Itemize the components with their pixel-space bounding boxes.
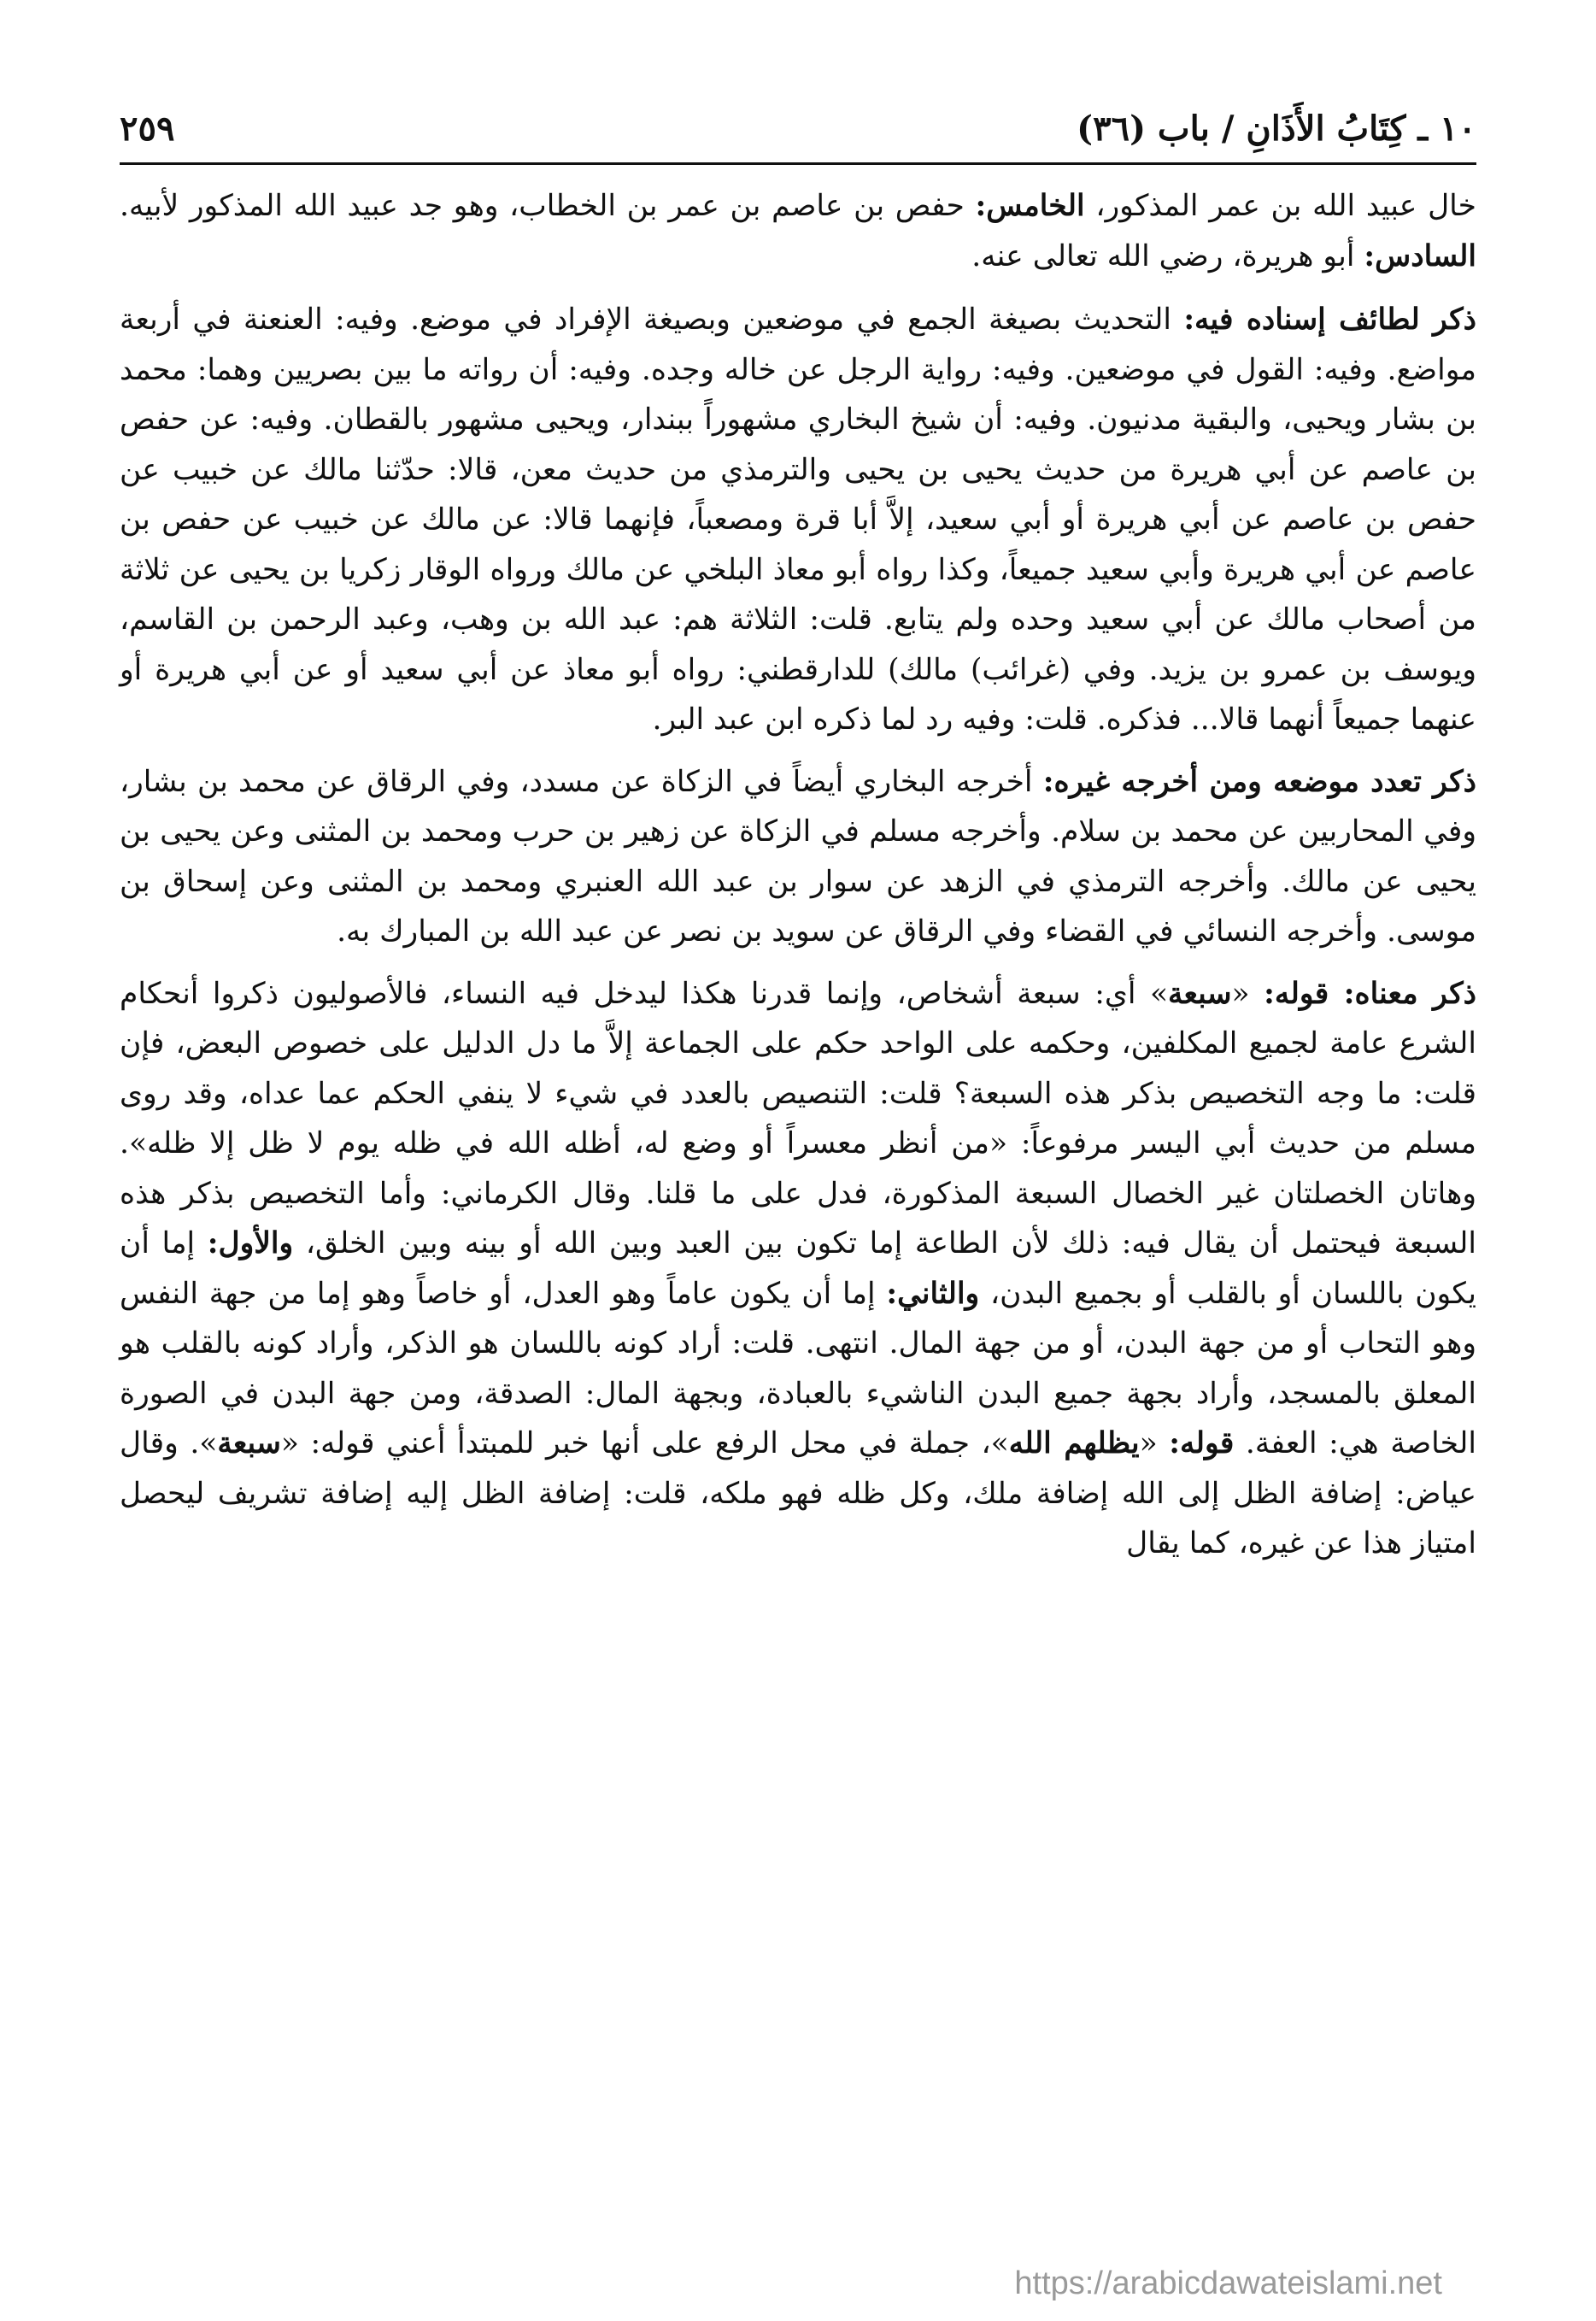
bold-run: ذكر معناه: قوله: [1264,976,1476,1011]
bold-run: سبعة [217,1426,281,1460]
text-run: أخرجه البخاري أيضاً في الزكاة عن مسدد، وفي الرقاق عن محمد بن بشار، وفي المحاربين عن محمد بن سلام. وأخرجه مسلم في الزكاة عن زهير بن حرب ومحمد بن المثنى وعن يحيى بن يحيى عن مالك. وأخرجه الترمذي في الزهد عن سوار بن عبد الله العنبري ومحمد بن المثنى وعن إسحاق بن موسى. وأخرجه النسائي في القضاء وفي الرقاق عن سويد بن نصر عن عبد الله بن المبارك به. [120,764,1476,949]
header-divider [120,162,1476,165]
page-number: ٢٥٩ [120,108,175,149]
bold-run: والثاني: [886,1276,980,1311]
bold-run: ذكر تعدد موضعه ومن أخرجه غيره: [1042,764,1476,799]
text-run: أبو هريرة، رضي الله تعالى عنه. [971,238,1364,273]
bold-run: والأول: [207,1226,294,1260]
text-run: التحديث بصيغة الجمع في موضعين وبصيغة الإفراد في موضع. وفيه: العنعنة في أربعة مواضع. وفيه: القول في موضعين. وفيه: رواية الرجل عن خاله وجده. وفيه: أن رواته ما بين بصريين وهما: محمد بن بشار ويحيى، والبقية مدنيون. وفيه: أن شيخ البخاري مشهوراً ببندار، ويحيى مشهور بالقطان. وفيه: عن حفص بن عاصم عن أبي هريرة من حديث يحيى بن يحيى والترمذي من حديث معن، قالا: حدّثنا مالك عن خبيب عن حفص بن عاصم عن أبي هريرة أو أبي سعيد، إلاَّ أبا قرة ومصعباً، فإنهما قالا: عن مالك عن خبيب عن حفص بن عاصم عن أبي هريرة وأبي سعيد جميعاً، وكذا رواه أبو معاذ البلخي عن مالك ورواه الوقار زكريا بن يحيى عن ثلاثة من أصحاب مالك عن أبي سعيد وحده ولم يتابع. قلت: الثلاثة هم: عبد الله بن وهب، وعبد الرحمن بن القاسم، ويوسف بن عمرو بن يزيد. وفي (غرائب) مالك) للدارقطني: رواه أبو معاذ عن أبي سعيد أو عن أبي هريرة أو عنهما جميعاً أنهما قالا... فذكره. قلت: وفيه رد لما ذكره ابن عبد البر. [120,303,1476,737]
text-run: « [1231,976,1264,1011]
bold-run: يظلهم الله [1008,1426,1140,1460]
text-run: إما أن يكون عاماً وهو العدل، أو خاصاً وهو إما من جهة النفس وهو التحاب أو من جهة البدن، أو من جهة المال. انتهى. قلت: أراد كونه باللسان هو الذكر، وأراد كونه بالقلب هو المعلق بالمسجد، وأراد بجهة جميع البدن الناشيء بالعبادة، وبجهة المال: الصدقة، ومن جهة البدن في الصورة الخاصة هي: العفة. [120,1276,1476,1460]
watermark: https://arabicdawateislami.net [1014,2265,1442,2301]
body-text [120,181,1476,1581]
paragraph [120,757,1476,957]
text-run: »، جملة في محل الرفع على أنها خبر للمبتدأ أعني قوله: « [280,1426,1009,1460]
paragraph [120,969,1476,1569]
bold-run: سبعة [1168,976,1232,1011]
text-run: خال عبيد الله بن عمر المذكور، [1084,189,1476,223]
bold-run: ذكر لطائف إسناده فيه: [1183,303,1476,337]
bold-run: قوله: [1169,1426,1235,1460]
text-run: ». وقال عياض: إضافة الظل إلى الله إضافة ملك، وكل ظله فهو ملكه، قلت: إضافة الظل إليه إضافة تشريف ليحصل امتياز هذا عن غيره، كما يقال [120,1426,1476,1560]
paragraph [120,181,1476,281]
text-run: إما أن يكون باللسان أو بالقلب أو بجميع البدن، [120,1226,1477,1311]
running-title: ١٠ ـ كِتَابُ الأَذَانِ / باب (٣٦) [1077,108,1476,149]
text-run: حفص بن عاصم بن عمر بن الخطاب، وهو جد عبيد الله المذكور لأبيه. [120,189,976,223]
paragraph [120,295,1476,745]
bold-run: الخامس: [975,189,1085,223]
text-run: « [1139,1426,1170,1460]
bold-run: السادس: [1364,238,1476,273]
text-run: » أي: سبعة أشخاص، وإنما قدرنا هكذا ليدخل فيه النساء، فالأصوليون ذكروا أنحكام الشرع عامة لجميع المكلفين، وحكمه على الواحد حكم على الجماعة إلاَّ ما دل الدليل على خصوص البعض، فإن قلت: ما وجه التخصيص بذكر هذه السبعة؟ قلت: التنصيص بالعدد في شيء لا ينفي الحكم عما عداه، وقد روى مسلم من حديث أبي اليسر مرفوعاً: «من أنظر معسراً أو وضع له، أظله الله في ظله يوم لا ظل إلا ظله». وهاتان الخصلتان غير الخصال السبعة المذكورة، فدل على ما قلنا. وقال الكرماني: وأما التخصيص بذكر هذه السبعة فيحتمل أن يقال فيه: ذلك لأن الطاعة إما تكون بين العبد وبين الله أو بينه وبين الخلق، [120,976,1477,1260]
page-header [120,103,1476,154]
